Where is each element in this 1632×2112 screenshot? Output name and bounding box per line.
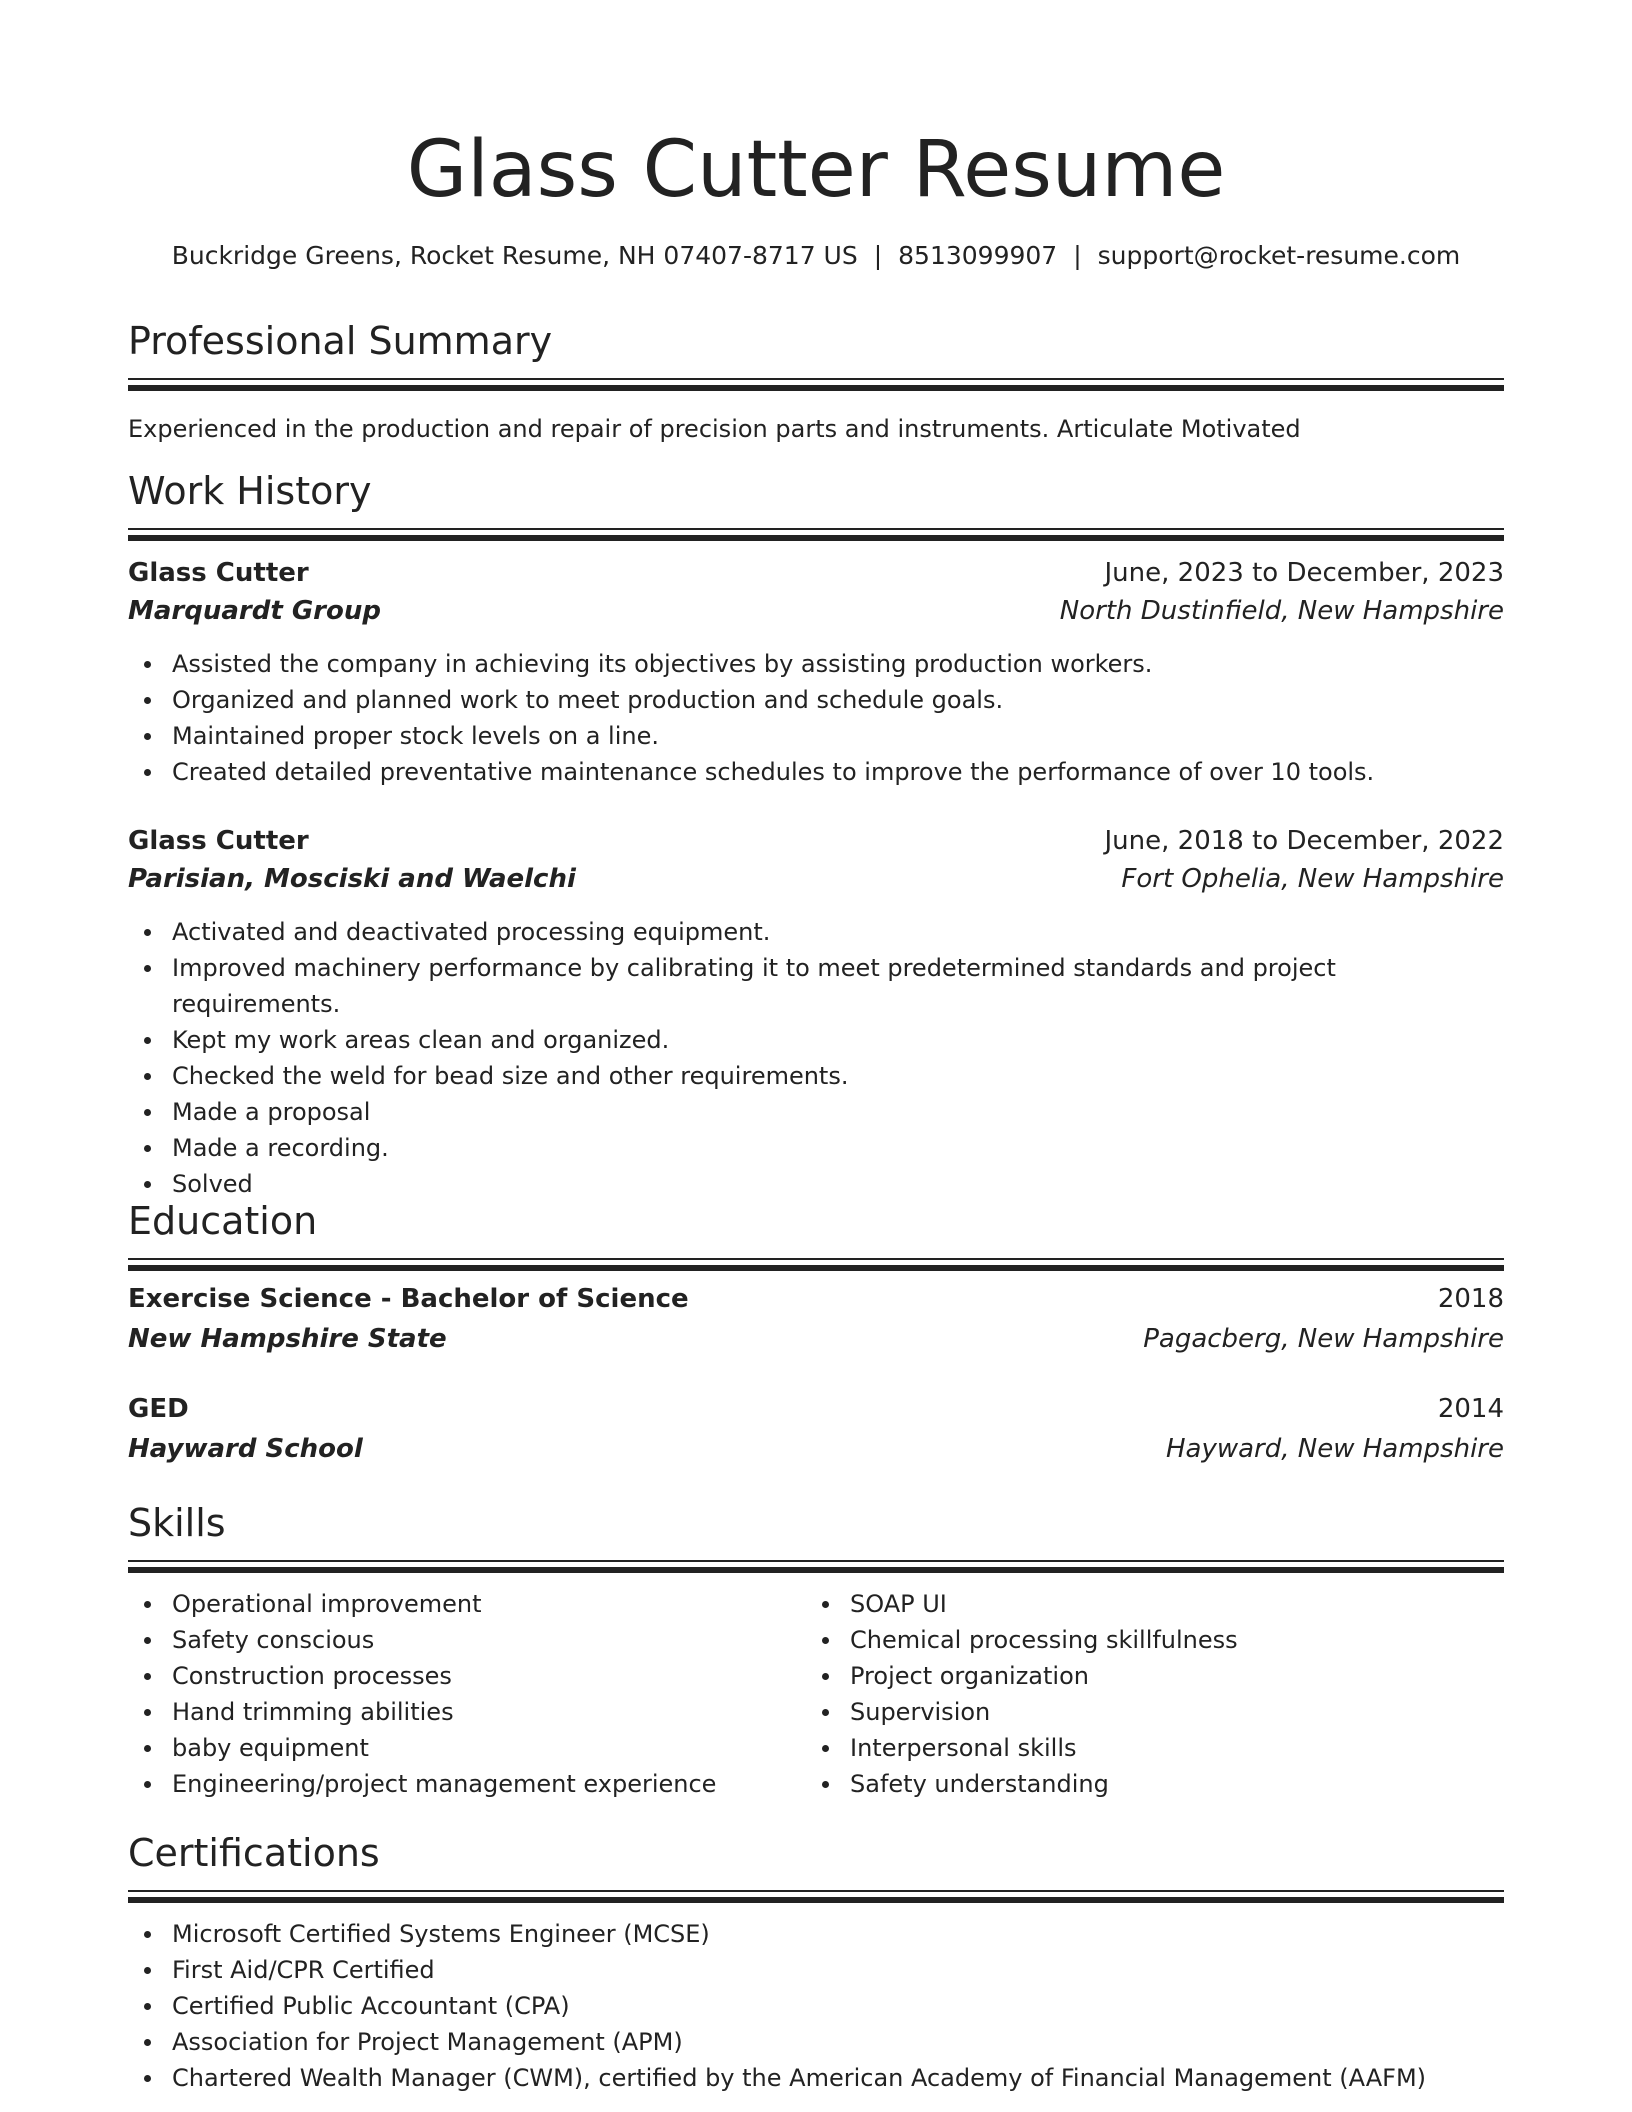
list-item: Assisted the company in achieving its objectives by assisting production workers. <box>128 646 1504 682</box>
education-school: Hayward School <box>128 1434 363 1464</box>
list-item: Certified Public Accountant (CPA) <box>128 1988 1504 2024</box>
list-item: Chemical processing skillfulness <box>806 1622 1484 1658</box>
section-heading: Skills <box>128 1501 226 1545</box>
section-heading: Professional Summary <box>128 319 553 363</box>
list-item: Microsoft Certified Systems Engineer (MCSE) <box>128 1916 1504 1952</box>
job-dates: June, 2018 to December, 2022 <box>1104 826 1504 856</box>
list-item: SOAP UI <box>806 1586 1484 1622</box>
education-school-row <box>128 1430 1504 1468</box>
section-heading: Education <box>128 1199 318 1243</box>
job-company-row <box>128 860 1504 898</box>
summary-text: Experienced in the production and repair of precision parts and instruments. Articulate Motivated <box>128 415 1301 443</box>
list-item: Made a proposal <box>128 1094 1504 1130</box>
job-location: Fort Ophelia, New Hampshire <box>1121 864 1504 894</box>
contact-email: support@rocket-resume.com <box>1097 241 1461 270</box>
education-year: 2018 <box>1437 1284 1504 1314</box>
list-item: Interpersonal skills <box>806 1730 1484 1766</box>
resume-title: Glass Cutter Resume <box>406 125 1226 215</box>
list-item: Safety conscious <box>128 1622 806 1658</box>
job-duties-list <box>128 914 1504 1202</box>
job-entry <box>128 554 1504 790</box>
job-header-row <box>128 554 1504 592</box>
list-item: Association for Project Management (APM) <box>128 2024 1504 2060</box>
education-header-row <box>128 1280 1504 1318</box>
job-title: Glass Cutter <box>128 558 309 588</box>
certifications-section <box>128 1828 1504 2096</box>
contact-address: Buckridge Greens, Rocket Resume, NH 07407-8717 US <box>171 241 858 270</box>
section-heading: Work History <box>128 469 372 513</box>
list-item: Improved machinery performance by calibrating it to meet predetermined standards and project requirements. <box>128 950 1504 1022</box>
list-item: Activated and deactivated processing equipment. <box>128 914 1504 950</box>
list-item: Engineering/project management experience <box>128 1766 806 1802</box>
section-divider <box>128 1560 1504 1574</box>
skills-columns <box>128 1586 1504 1802</box>
education-location: Hayward, New Hampshire <box>1165 1434 1504 1464</box>
education-school-row <box>128 1320 1504 1358</box>
list-item: Organized and planned work to meet production and schedule goals. <box>128 682 1504 718</box>
education-location: Pagacberg, New Hampshire <box>1143 1324 1504 1354</box>
education-school: New Hampshire State <box>128 1324 447 1354</box>
job-entry <box>128 822 1504 1202</box>
job-header-row <box>128 822 1504 860</box>
job-title: Glass Cutter <box>128 826 309 856</box>
list-item: baby equipment <box>128 1730 806 1766</box>
list-item: Chartered Wealth Manager (CWM), certified by the American Academy of Financial Management (AAFM) <box>128 2060 1504 2096</box>
list-item: Project organization <box>806 1658 1484 1694</box>
list-item: Kept my work areas clean and organized. <box>128 1022 1504 1058</box>
list-item: Made a recording. <box>128 1130 1504 1166</box>
contact-separator: | <box>1073 241 1082 270</box>
job-company: Parisian, Mosciski and Waelchi <box>128 864 576 894</box>
certifications-list <box>128 1916 1504 2096</box>
list-item: Construction processes <box>128 1658 806 1694</box>
education-entry <box>128 1280 1504 1358</box>
list-item: Created detailed preventative maintenance schedules to improve the performance of over 10 tools. <box>128 754 1504 790</box>
job-location: North Dustinfield, New Hampshire <box>1059 596 1504 626</box>
job-duties-list <box>128 646 1504 790</box>
list-item: Checked the weld for bead size and other requirements. <box>128 1058 1504 1094</box>
section-divider <box>128 378 1504 392</box>
section-divider <box>128 528 1504 542</box>
job-company-row <box>128 592 1504 630</box>
education-header-row <box>128 1390 1504 1428</box>
skills-list <box>128 1586 806 1802</box>
list-item: Supervision <box>806 1694 1484 1730</box>
section-heading: Certifications <box>128 1831 380 1875</box>
education-year: 2014 <box>1437 1394 1504 1424</box>
skills-list <box>806 1586 1484 1802</box>
list-item: Solved <box>128 1166 1504 1202</box>
job-dates: June, 2023 to December, 2023 <box>1104 558 1504 588</box>
list-item: Safety understanding <box>806 1766 1484 1802</box>
section-divider <box>128 1890 1504 1904</box>
contact-line <box>128 238 1504 274</box>
education-degree: Exercise Science - Bachelor of Science <box>128 1284 689 1314</box>
work-history-section <box>128 466 1504 542</box>
contact-phone: 8513099907 <box>898 241 1058 270</box>
education-section <box>128 1196 1504 1272</box>
job-company: Marquardt Group <box>128 596 381 626</box>
skills-column-right <box>806 1586 1484 1802</box>
skills-section <box>128 1498 1504 1802</box>
education-degree: GED <box>128 1394 189 1424</box>
education-entry <box>128 1390 1504 1468</box>
list-item: Operational improvement <box>128 1586 806 1622</box>
summary-section <box>128 316 1504 446</box>
list-item: Hand trimming abilities <box>128 1694 806 1730</box>
section-divider <box>128 1258 1504 1272</box>
list-item: Maintained proper stock levels on a line. <box>128 718 1504 754</box>
list-item: First Aid/CPR Certified <box>128 1952 1504 1988</box>
skills-column-left <box>128 1586 806 1802</box>
contact-separator: | <box>873 241 883 270</box>
